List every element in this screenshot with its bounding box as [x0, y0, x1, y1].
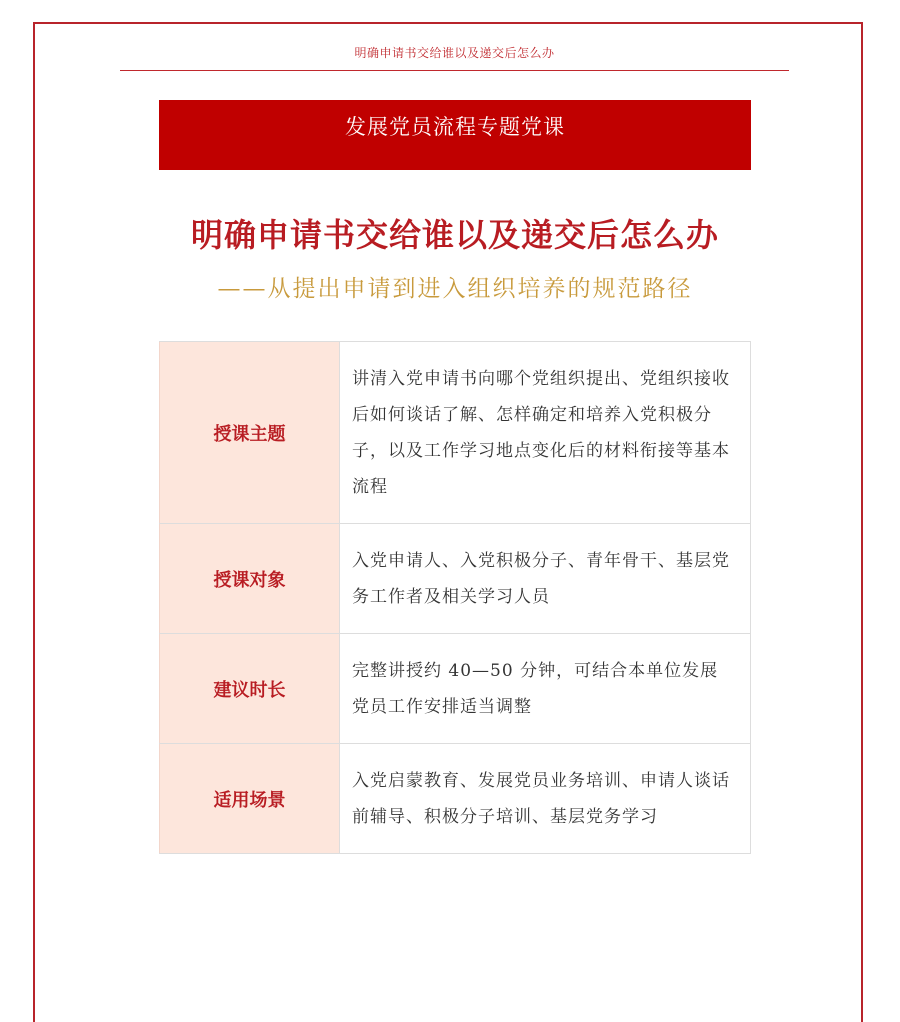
- table-value-audience: 入党申请人、入党积极分子、青年骨干、基层党务工作者及相关学习人员: [340, 524, 751, 634]
- table-row-audience: [160, 524, 751, 634]
- course-info-table: [159, 341, 751, 854]
- table-value-duration: 完整讲授约 40—50 分钟，可结合本单位发展党员工作安排适当调整: [340, 634, 751, 744]
- table-row-topic: [160, 342, 751, 524]
- table-row-duration: [160, 634, 751, 744]
- table-label-audience: 授课对象: [160, 524, 340, 634]
- table-row-scenario: [160, 744, 751, 854]
- banner: [159, 100, 751, 170]
- table-label-topic: 授课主题: [160, 342, 340, 524]
- table-label-scenario: 适用场景: [160, 744, 340, 854]
- page-title: 明确申请书交给谁以及递交后怎么办: [190, 216, 719, 254]
- page-subtitle: ——从提出申请到进入组织培养的规范路径: [217, 276, 693, 302]
- running-header: 明确申请书交给谁以及递交后怎么办: [354, 46, 555, 60]
- header-divider: [120, 70, 789, 71]
- table-value-topic: 讲清入党申请书向哪个党组织提出、党组织接收后如何谈话了解、怎样确定和培养入党积极分子，以及工作学习地点变化后的材料衔接等基本流程: [340, 342, 751, 524]
- table-value-scenario: 入党启蒙教育、发展党员业务培训、申请人谈话前辅导、积极分子培训、基层党务学习: [340, 744, 751, 854]
- banner-text: 发展党员流程专题党课: [345, 115, 565, 139]
- table-label-duration: 建议时长: [160, 634, 340, 744]
